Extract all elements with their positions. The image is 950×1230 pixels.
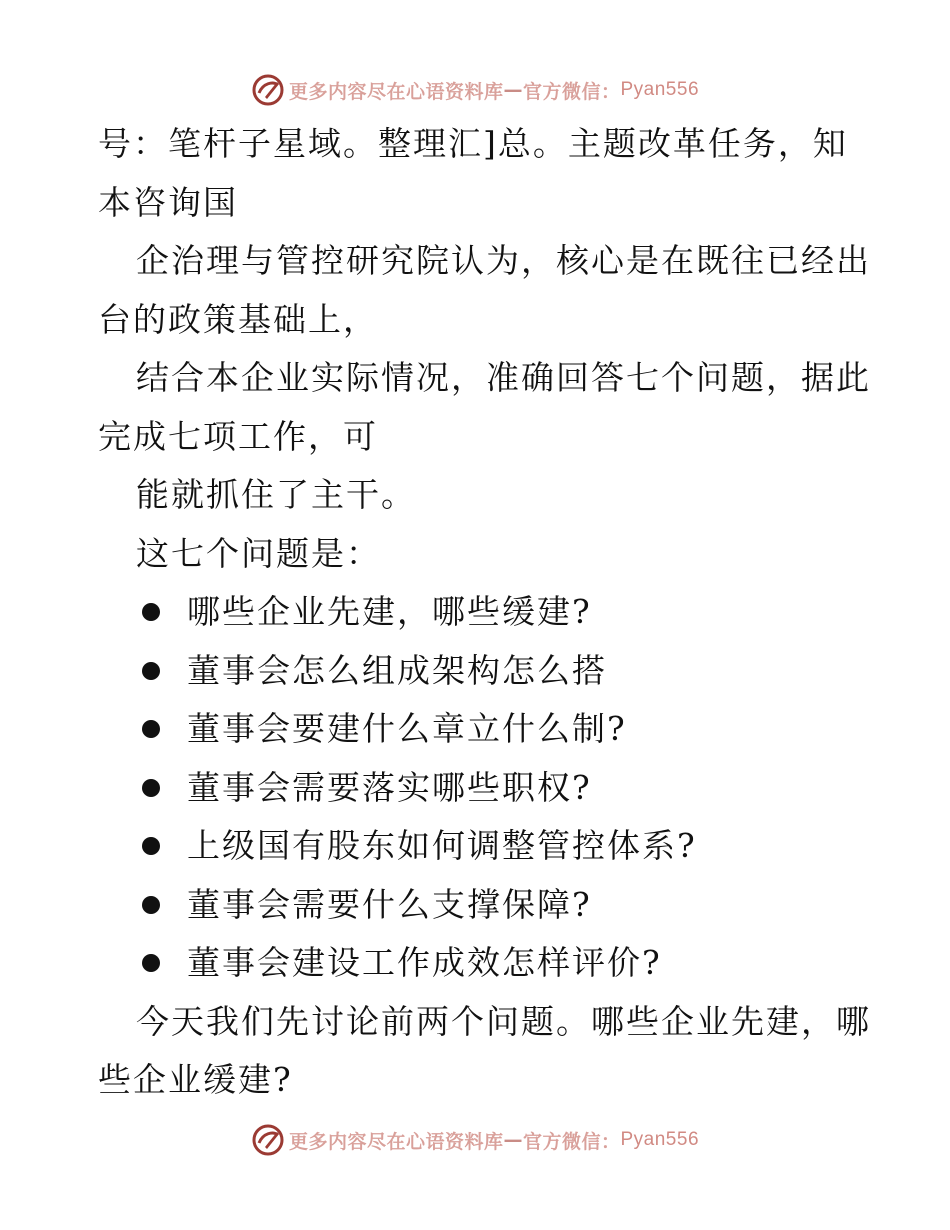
list-item [98, 934, 868, 993]
list-item-text: 上级国有股东如何调整管控体系? [187, 826, 697, 865]
paragraph-line: 企治理与管控研究院认为，核心是在既往已经出 [136, 241, 871, 280]
bullet-icon [142, 779, 160, 797]
paragraph-line: 些企业缓建? [98, 1060, 293, 1099]
bullet-icon [142, 837, 160, 855]
banner-separator: — [503, 1129, 523, 1151]
banner-title: 更多内容尽在心语资料库 [288, 1130, 504, 1153]
list-item-text: 董事会要建什么章立什么制? [187, 709, 627, 748]
paragraph-line: 这七个问题是： [136, 533, 381, 573]
paragraph-line: 今天我们先讨论前两个问题。哪些企业先建，哪 [136, 1001, 871, 1041]
list-item-text: 董事会建设工作成效怎样评价? [187, 943, 662, 982]
list-item-text: 董事会怎么组成架构怎么搭 [187, 650, 607, 690]
banner-suffix: 官方微信： [522, 1130, 621, 1153]
paragraph-line: 完成七项工作，可 [98, 416, 378, 456]
list-item [98, 817, 868, 876]
banner-suffix: 官方微信： [522, 80, 621, 103]
bullet-icon [142, 720, 160, 738]
banner-separator: — [503, 79, 523, 101]
header-banner [0, 70, 950, 110]
pen-swirl-logo-icon [251, 1123, 285, 1157]
list-item [98, 700, 868, 759]
paragraph-line: 本咨询国 [98, 182, 238, 222]
footer-banner [0, 1120, 950, 1160]
bullet-icon [142, 603, 160, 621]
paragraph-line: 能就抓住了主干。 [136, 475, 416, 514]
list-item [98, 759, 868, 818]
banner-title: 更多内容尽在心语资料库 [288, 80, 504, 103]
list-item-text: 董事会需要落实哪些职权? [187, 767, 592, 807]
document-body [98, 115, 871, 1110]
question-list [98, 583, 868, 993]
bullet-icon [142, 896, 160, 914]
list-item-text: 董事会需要什么支撑保障? [187, 884, 592, 924]
bullet-icon [142, 662, 160, 680]
pen-swirl-logo-icon [251, 73, 285, 107]
paragraph-line: 台的政策基础上， [98, 299, 378, 339]
banner-wechat-id: Pyan556 [620, 1129, 700, 1150]
list-item [98, 583, 868, 642]
paragraph-line: 号：笔杆子星域。整理汇]总。主题改革任务，知 [98, 124, 848, 163]
list-item [98, 642, 868, 701]
paragraph-line: 结合本企业实际情况，准确回答七个问题，据此 [136, 358, 871, 397]
list-item-text: 哪些企业先建，哪些缓建? [187, 592, 592, 631]
bullet-icon [142, 954, 160, 972]
list-item [98, 876, 868, 935]
banner-wechat-id: Pyan556 [620, 79, 700, 100]
